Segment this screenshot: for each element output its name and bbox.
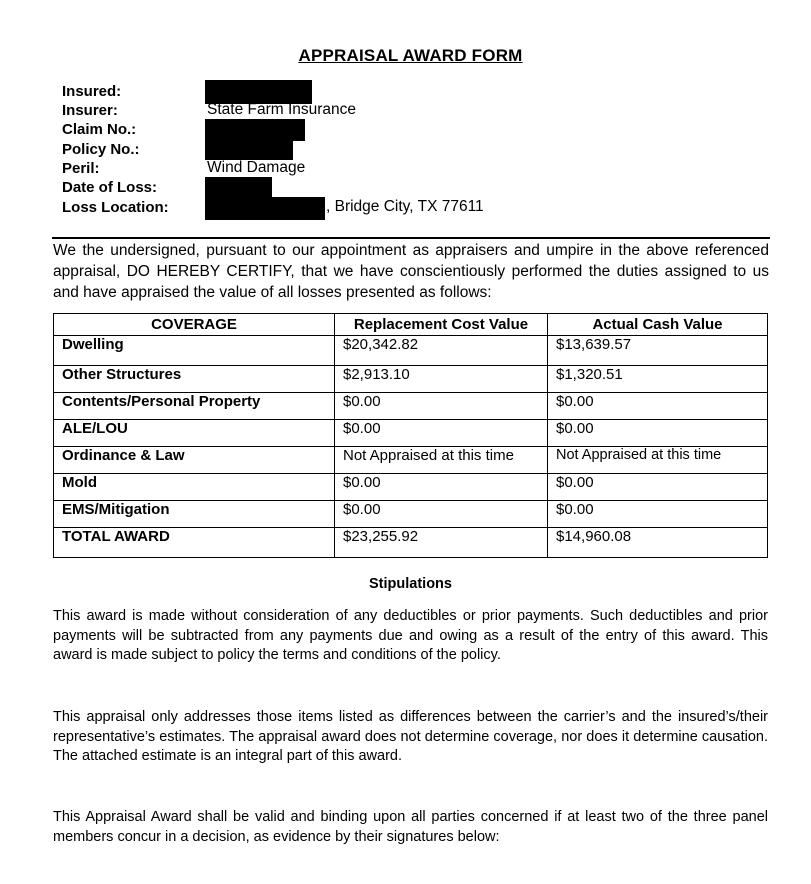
insurer-value: State Farm Insurance [207, 101, 357, 118]
loss-location-label: Loss Location: [62, 199, 169, 216]
stipulation-paragraph-3: This Appraisal Award shall be valid and binding upon all parties concerned if at least two of the three panel members concur in a decision, as evidence by their signatures below: [53, 809, 768, 845]
page-title: APPRAISAL AWARD FORM [298, 46, 523, 65]
rcv-cell: $2,913.10 [335, 366, 548, 393]
coverage-cell: Ordinance & Law [54, 447, 335, 474]
section-divider [52, 237, 770, 239]
header-rcv: Replacement Cost Value [335, 314, 548, 336]
table-row [54, 420, 768, 447]
rcv-cell: $0.00 [335, 501, 548, 528]
certification-text: We the undersigned, pursuant to our appointment as appraisers and umpire in the above referenced appraisal, DO HEREBY CERTIFY, that we have conscientiously performed the duties assigned to us and have appraised the value of all losses presented as follows: [53, 242, 769, 301]
claim-no-label: Claim No.: [62, 121, 137, 138]
loss-location-value: , Bridge City, TX 77611 [326, 198, 484, 215]
rcv-cell: $23,255.92 [335, 528, 548, 558]
acv-cell: $13,639.57 [548, 336, 768, 366]
insurer-label: Insurer: [62, 102, 118, 119]
stipulation-paragraph-2: This appraisal only addresses those items listed as differences between the carrier’s and the insured’s/their representative’s estimates. The appraisal award does not determine coverage, nor does it determine causation. The attached estimate is an integral part of this award. [53, 709, 768, 764]
coverage-cell: Other Structures [54, 366, 335, 393]
redaction-claim-no [205, 119, 305, 141]
table-row [54, 336, 768, 366]
policy-no-label: Policy No.: [62, 141, 140, 158]
stipulations-heading: Stipulations [369, 576, 452, 592]
redaction-loss-location [205, 197, 325, 220]
coverage-cell: ALE/LOU [54, 420, 335, 447]
rcv-cell: $20,342.82 [335, 336, 548, 366]
stipulation-paragraph-1: This award is made without consideration of any deductibles or prior payments. Such deductibles and prior payments will be subtracted from any payments due and owing as a result of the entry of this award. This award is made subject to policy the terms and conditions of the policy. [53, 608, 768, 663]
table-row [54, 393, 768, 420]
coverage-cell: TOTAL AWARD [54, 528, 335, 558]
coverage-cell: EMS/Mitigation [54, 501, 335, 528]
table-row-total [54, 528, 768, 558]
rcv-cell: $0.00 [335, 393, 548, 420]
peril-label: Peril: [62, 160, 100, 177]
header-coverage: COVERAGE [54, 314, 335, 336]
acv-cell: $1,320.51 [548, 366, 768, 393]
rcv-cell: $0.00 [335, 474, 548, 501]
table-row [54, 501, 768, 528]
acv-cell: $0.00 [548, 420, 768, 447]
table-row [54, 366, 768, 393]
acv-cell: $0.00 [548, 393, 768, 420]
acv-cell: $14,960.08 [548, 528, 768, 558]
rcv-cell: $0.00 [335, 420, 548, 447]
table-row [54, 474, 768, 501]
header-acv: Actual Cash Value [548, 314, 768, 336]
acv-cell: Not Appraised at this time [548, 447, 768, 474]
acv-cell: $0.00 [548, 501, 768, 528]
rcv-cell: Not Appraised at this time [335, 447, 548, 474]
date-of-loss-label: Date of Loss: [62, 179, 158, 196]
acv-cell: $0.00 [548, 474, 768, 501]
award-table [53, 313, 768, 558]
coverage-cell: Dwelling [54, 336, 335, 366]
redaction-date-of-loss [205, 177, 272, 197]
table-row [54, 447, 768, 474]
redaction-policy-no [205, 141, 293, 160]
coverage-cell: Contents/Personal Property [54, 393, 335, 420]
coverage-cell: Mold [54, 474, 335, 501]
table-header-row [54, 314, 768, 336]
peril-value: Wind Damage [207, 159, 306, 176]
insured-label: Insured: [62, 83, 122, 100]
